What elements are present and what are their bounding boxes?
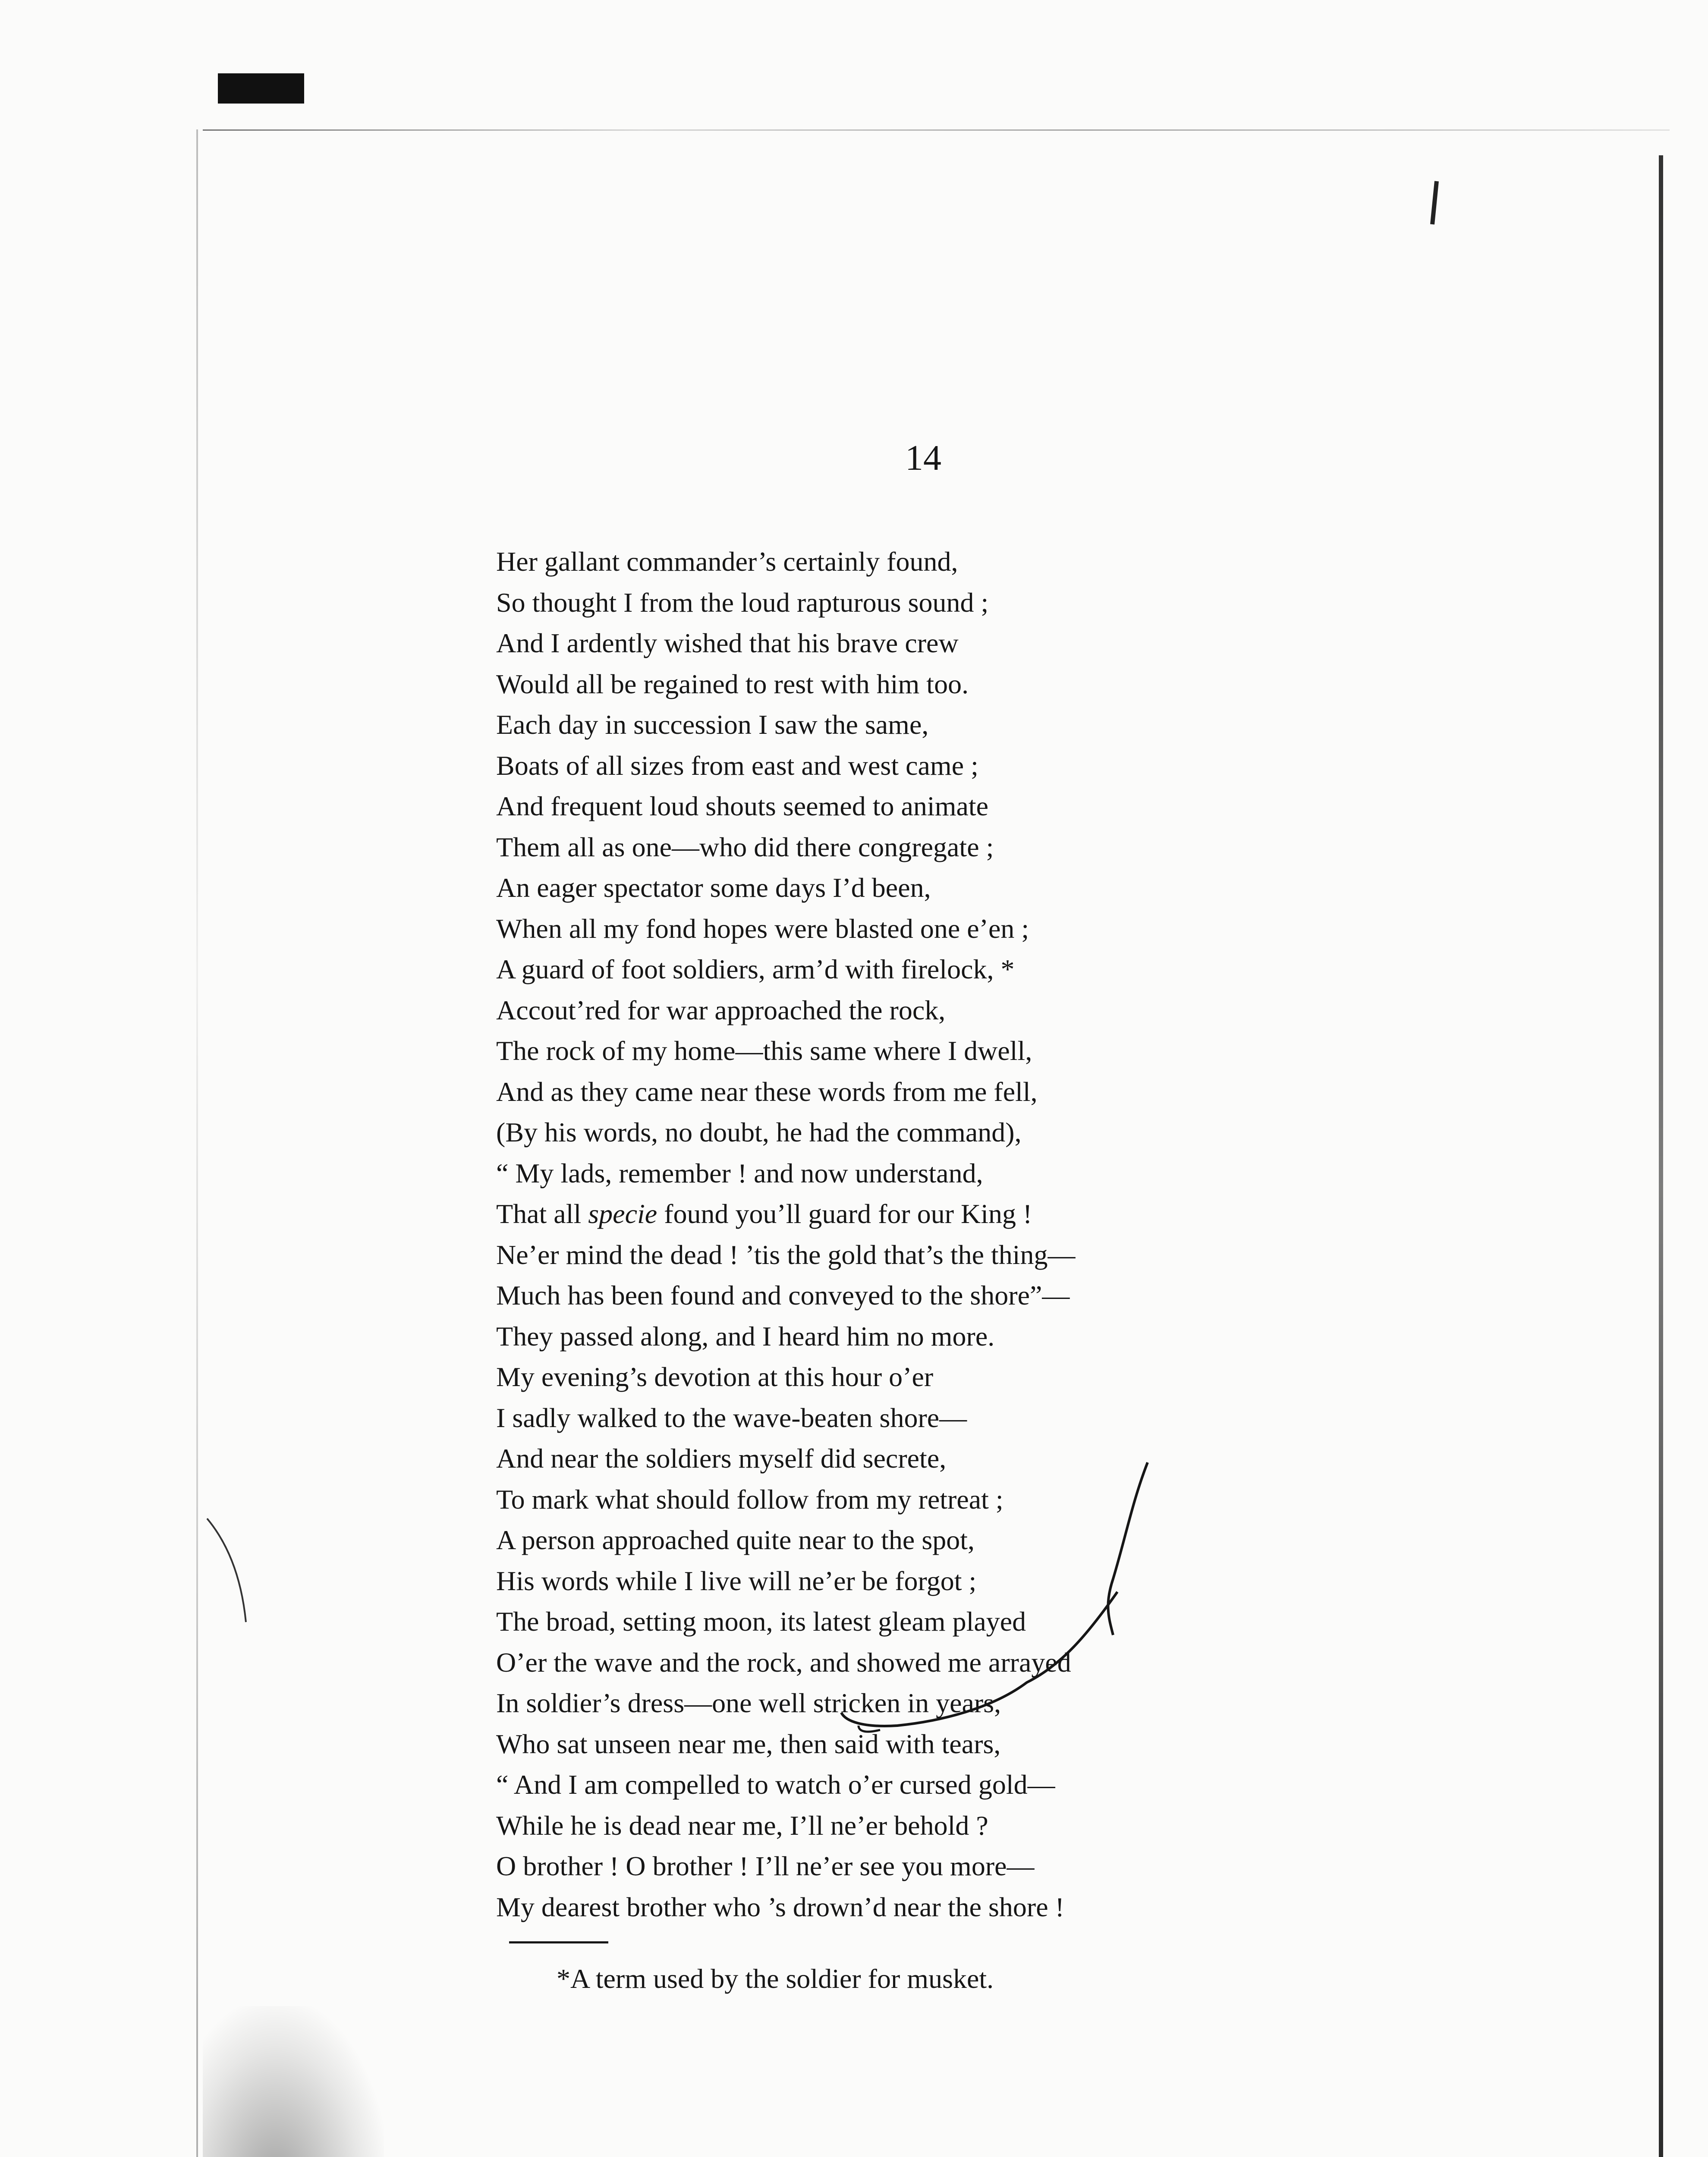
verse-line: His words while I live will ne’er be forgot ; <box>496 1565 977 1596</box>
verse-line: Them all as one—who did there congregate ; <box>496 831 994 862</box>
verse-line: Each day in succession I saw the same, <box>496 709 929 740</box>
verse-line: Who sat unseen near me, then said with tears, <box>496 1728 1001 1759</box>
verse-line: Boats of all sizes from east and west came ; <box>496 750 978 781</box>
verse-line: They passed along, and I heard him no more. <box>496 1321 995 1352</box>
verse-line: And I ardently wished that his brave crew <box>496 628 959 658</box>
verse-line: When all my fond hopes were blasted one e’en ; <box>496 913 1029 944</box>
verse-line: And near the soldiers myself did secrete, <box>496 1443 947 1474</box>
verse-line: O’er the wave and the rock, and showed me arrayed <box>496 1647 1071 1678</box>
verse-line: O brother ! O brother ! I’ll ne’er see you more— <box>496 1851 1035 1881</box>
verse-line: So thought I from the loud rapturous sound ; <box>496 587 989 618</box>
verse-line: I sadly walked to the wave-beaten shore— <box>496 1402 967 1433</box>
verse-line: And frequent loud shouts seemed to animate <box>496 791 989 821</box>
scan-smudge-bottom-left <box>203 2006 384 2157</box>
verse-line: Would all be regained to rest with him too. <box>496 668 969 699</box>
verse-line: While he is dead near me, I’ll ne’er behold ? <box>496 1810 988 1841</box>
poem-text <box>496 541 1683 1927</box>
italic-word: specie <box>588 1198 657 1229</box>
footnote: *A term used by the soldier for musket. <box>557 1963 994 1994</box>
verse-line: A person approached quite near to the spot, <box>496 1525 975 1555</box>
verse-line: The broad, setting moon, its latest gleam played <box>496 1606 1026 1637</box>
verse-line: An eager spectator some days I’d been, <box>496 872 931 903</box>
verse-line: Accout’red for war approached the rock, <box>496 994 946 1025</box>
verse-line: (By his words, no doubt, he had the command), <box>496 1117 1022 1148</box>
verse-line: A guard of foot soldiers, arm’d with firelock, * <box>496 954 1015 984</box>
verse-line: My dearest brother who ’s drown’d near the shore ! <box>496 1891 1064 1922</box>
verse-line: Much has been found and conveyed to the shore”— <box>496 1280 1070 1311</box>
margin-tick-right <box>1432 181 1437 224</box>
page-number: 14 <box>905 438 941 478</box>
verse-line: That all specie found you’ll guard for our King ! <box>496 1198 1032 1229</box>
verse-line: Ne’er mind the dead ! ’tis the gold that’s the thing— <box>496 1239 1076 1270</box>
verse-line: My evening’s devotion at this hour o’er <box>496 1361 934 1392</box>
verse-line: In soldier’s dress—one well stricken in years, <box>496 1688 1001 1718</box>
verse-line: To mark what should follow from my retreat ; <box>496 1484 1003 1515</box>
verse-line: The rock of my home—this same where I dwell, <box>496 1035 1032 1066</box>
verse-line: “ And I am compelled to watch o’er cursed gold— <box>496 1769 1055 1800</box>
footnote-rule <box>509 1941 608 1943</box>
page-edge-top <box>203 129 1670 131</box>
margin-curve-left <box>207 1519 246 1622</box>
verse-line: And as they came near these words from me fell, <box>496 1076 1038 1107</box>
scan-artifact-top-left <box>218 73 304 104</box>
page-edge-left <box>196 129 198 2157</box>
verse-line: Her gallant commander’s certainly found, <box>496 546 958 577</box>
verse-line: “ My lads, remember ! and now understand, <box>496 1157 983 1189</box>
